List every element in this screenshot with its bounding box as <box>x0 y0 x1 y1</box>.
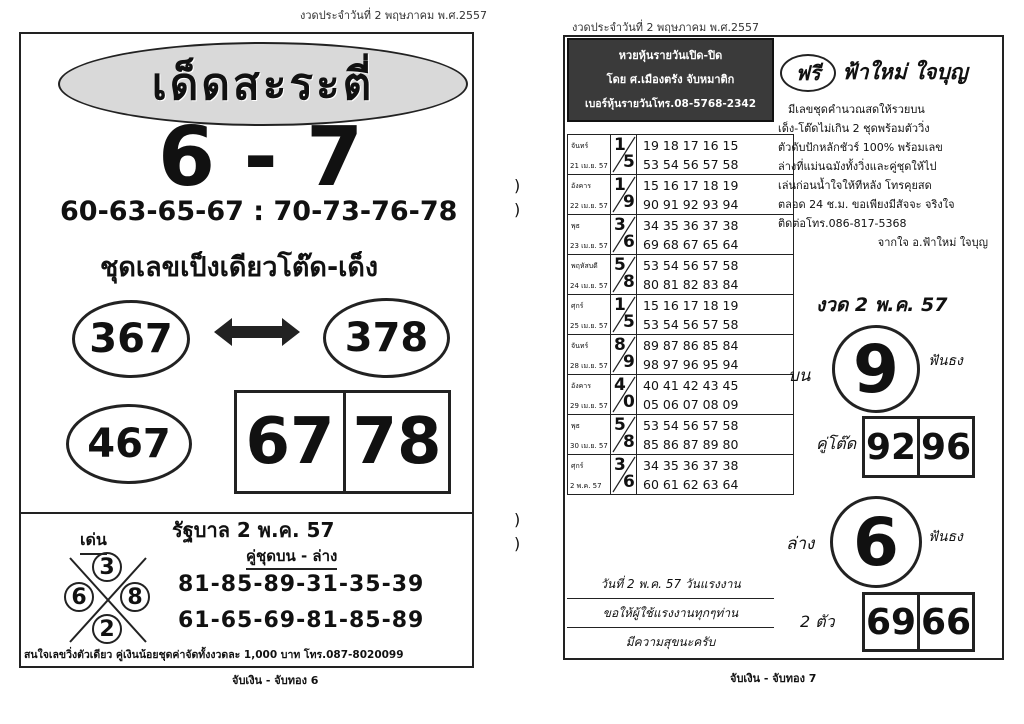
table-row <box>568 375 794 415</box>
pair-digit-2: 9 <box>623 192 635 212</box>
two-box-b <box>917 592 975 652</box>
pair-cell <box>611 175 637 215</box>
box-78 <box>343 390 451 494</box>
table-row <box>568 415 794 455</box>
numbers-cell <box>637 335 794 375</box>
table-row <box>568 215 794 255</box>
numbers-row-1: 34 35 36 37 38 <box>643 457 739 473</box>
table-footer <box>567 570 774 656</box>
draw-date: งวด 2 พ.ค. 57 <box>816 294 948 316</box>
pair-cell <box>611 455 637 495</box>
pair-box-b <box>917 416 975 478</box>
digit-left: 6 <box>64 582 94 612</box>
author-title: ฟ้าใหม่ ใจบุญ <box>842 60 968 84</box>
numbers-row-2: 80 81 82 83 84 <box>643 276 739 292</box>
runs-line: 60-63-65-67 : 70-73-76-78 <box>60 196 458 227</box>
day-date: 30 เม.ย. 57 <box>570 442 608 450</box>
numbers-row-1: 15 16 17 18 19 <box>643 177 739 193</box>
pair-digit-1: 1 <box>614 295 626 315</box>
day-cell <box>568 455 611 495</box>
number-b: 378 <box>344 315 429 361</box>
box-78-text: 78 <box>352 405 442 479</box>
numbers-row-1: 89 87 86 85 84 <box>643 337 739 353</box>
numbers-row-2: 85 86 87 89 80 <box>643 436 739 452</box>
table-row <box>568 455 794 495</box>
pair-digit-2: 9 <box>623 352 635 372</box>
numbers-cell <box>637 135 794 175</box>
pair-digit-1: 8 <box>614 335 626 355</box>
banner-line-3: เบอร์หุ้นรายวันโทร.08-5768-2342 <box>584 98 757 110</box>
pair-digit-2: 6 <box>623 472 635 492</box>
day-name: พุธ <box>571 422 580 430</box>
numbers-row-2: 05 06 07 08 09 <box>643 396 739 412</box>
numbers-row-2: 69 68 67 65 64 <box>643 236 739 252</box>
day-cell <box>568 215 611 255</box>
day-name: ศุกร์ <box>571 302 584 310</box>
two-box-a <box>862 592 920 652</box>
double-arrow-icon <box>212 314 302 354</box>
pair-cell <box>611 415 637 455</box>
day-name: จันทร์ <box>571 342 589 350</box>
main-pair: 6 - 7 <box>158 110 364 205</box>
day-date: 29 เม.ย. 57 <box>570 402 608 410</box>
pairs-line-1: 81-85-89-31-35-39 <box>178 572 425 597</box>
pair-cell <box>611 335 637 375</box>
numbers-row-1: 34 35 36 37 38 <box>643 217 739 233</box>
banner-box <box>567 38 774 122</box>
bottom-digit: 6 <box>853 503 899 581</box>
right-page-header: งวดประจำวันที่ 2 พฤษภาคม พ.ศ.2557 <box>572 21 759 34</box>
pair-cell <box>611 295 637 335</box>
day-cell <box>568 255 611 295</box>
number-ellipse-b <box>323 298 450 378</box>
govt-draw-title: รัฐบาล 2 พ.ค. 57 <box>172 518 335 542</box>
table-footer-line-1: วันที่ 2 พ.ค. 57 วันแรงงาน <box>567 570 774 599</box>
pair-b: 96 <box>920 426 972 468</box>
desc-line-2: เด็ง-โต๊ดไม่เกิน 2 ชุดพร้อมตัววิ่ง <box>778 122 930 135</box>
pair-digit-1: 3 <box>614 455 626 475</box>
numbers-cell <box>637 255 794 295</box>
pair-digit-1: 1 <box>614 135 626 155</box>
day-date: 21 เม.ย. 57 <box>570 162 608 170</box>
day-name: จันทร์ <box>571 142 589 150</box>
banner-line-2: โดย ศ.เมืองตรัง จับหมาติก <box>606 73 735 86</box>
numbers-row-2: 60 61 62 63 64 <box>643 476 739 492</box>
numbers-row-1: 19 18 17 16 15 <box>643 137 739 153</box>
binding-mark: ) <box>514 534 521 553</box>
desc-line-7: ติดต่อโทร.086-817-5368 <box>778 217 907 230</box>
right-page-footer: จับเงิน - จับทอง 7 <box>730 672 817 685</box>
numbers-cell <box>637 215 794 255</box>
top-digit-circle <box>832 325 920 413</box>
subtitle: ชุดเลขเป็งเดียวโต๊ด-เด็ง <box>100 252 379 283</box>
day-date: 28 เม.ย. 57 <box>570 362 608 370</box>
numbers-row-1: 40 41 42 43 45 <box>643 377 739 393</box>
bottom-digit-circle <box>830 496 922 588</box>
pair-digit-2: 5 <box>623 152 635 172</box>
day-cell <box>568 375 611 415</box>
pair-box-a <box>862 416 920 478</box>
day-name: อังคาร <box>571 182 591 190</box>
footer-note: สนใจเลขวิ่งตัวเดียว คู่เงินน้อยชุดค่าจัดทั้งงวดละ 1,000 บาท โทร.087-8020099 <box>24 649 404 661</box>
digit-top: 3 <box>92 552 122 582</box>
pair-digit-2: 0 <box>623 392 635 412</box>
binding-mark: ) <box>514 176 521 195</box>
numbers-row-2: 53 54 56 57 58 <box>643 316 739 332</box>
pair-digit-1: 5 <box>614 415 626 435</box>
desc-line-4: ล่างที่แม่นฉมังทั้งวิ่งและคู่ชุดให้ไป <box>778 160 937 173</box>
digit-right: 8 <box>120 582 150 612</box>
day-name: พฤหัสบดี <box>571 262 598 270</box>
description <box>778 100 1000 252</box>
table-row <box>568 255 794 295</box>
desc-line-5: เล่นก่อนน้ำใจให้ทีหลัง โทรคุยสด <box>778 179 932 192</box>
pair-digit-2: 8 <box>623 272 635 292</box>
numbers-cell <box>637 415 794 455</box>
day-date: 2 พ.ค. 57 <box>570 482 602 490</box>
table-row <box>568 175 794 215</box>
free-badge: ฟรี <box>780 54 836 92</box>
numbers-cell <box>637 455 794 495</box>
box-67-text: 67 <box>245 405 335 479</box>
numbers-cell <box>637 375 794 415</box>
signature: จากใจ อ.ฟ้าใหม่ ใจบุญ <box>877 236 988 249</box>
pair-digit-1: 4 <box>614 375 626 395</box>
pair-digit-1: 5 <box>614 255 626 275</box>
day-cell <box>568 295 611 335</box>
table-footer-line-3: มีความสุขนะครับ <box>625 635 716 649</box>
title-text: เด็ดสะระตี่ <box>151 59 375 110</box>
day-date: 25 เม.ย. 57 <box>570 322 608 330</box>
pair-digit-2: 6 <box>623 232 635 252</box>
day-cell <box>568 335 611 375</box>
day-date: 23 เม.ย. 57 <box>570 242 608 250</box>
binding-mark: ) <box>514 510 521 529</box>
number-c: 467 <box>87 421 171 467</box>
two-a: 69 <box>865 601 917 643</box>
pair-digit-1: 3 <box>614 215 626 235</box>
top-label: บน <box>788 366 811 386</box>
number-a: 367 <box>89 316 173 362</box>
digit-cluster <box>64 552 152 648</box>
pairs-line-2: 61-65-69-81-85-89 <box>178 608 425 633</box>
number-ellipse-a <box>72 300 190 378</box>
pair-label: คู่โต๊ด <box>816 434 857 453</box>
pair-cell <box>611 375 637 415</box>
table-row <box>568 295 794 335</box>
day-name: อังคาร <box>571 382 591 390</box>
numbers-row-2: 53 54 56 57 58 <box>643 156 739 172</box>
table-footer-line-2: ขอให้ผู้ใช้แรงงานทุกๆท่าน <box>567 599 774 628</box>
day-date: 22 เม.ย. 57 <box>570 202 608 210</box>
table-row <box>568 335 794 375</box>
numbers-row-1: 53 54 56 57 58 <box>643 257 739 273</box>
two-b: 66 <box>920 601 972 643</box>
banner-line-1: หวยหุ้นรายวันเปิด-ปิด <box>618 49 723 62</box>
digit-bottom: 2 <box>92 614 122 644</box>
numbers-cell <box>637 175 794 215</box>
pair-cell <box>611 255 637 295</box>
box-67 <box>234 390 346 494</box>
table-row <box>568 135 794 175</box>
bottom-label: ล่าง <box>786 534 815 554</box>
desc-line-3: ตัวดับปักหลักชัวร์ 100% พร้อมเลข <box>778 141 943 154</box>
top-digit: 9 <box>853 330 899 408</box>
numbers-cell <box>637 295 794 335</box>
two-label: 2 ตัว <box>800 612 835 631</box>
pair-digit-2: 5 <box>623 312 635 332</box>
pair-cell <box>611 215 637 255</box>
left-page-footer: จับเงิน - จับทอง 6 <box>232 674 319 687</box>
den-label: เด่น <box>80 528 107 555</box>
pair-digit-2: 8 <box>623 432 635 452</box>
number-ellipse-c <box>66 404 192 484</box>
day-cell <box>568 175 611 215</box>
numbers-row-1: 53 54 56 57 58 <box>643 417 739 433</box>
pair-cell <box>611 135 637 175</box>
pair-a: 92 <box>865 426 917 468</box>
numbers-row-2: 98 97 96 95 94 <box>643 356 739 372</box>
day-cell <box>568 135 611 175</box>
results-table <box>567 134 794 495</box>
day-cell <box>568 415 611 455</box>
numbers-row-1: 15 16 17 18 19 <box>643 297 739 313</box>
desc-line-6: ตลอด 24 ช.ม. ขอเพียงมีสัจจะ จริงใจ <box>778 198 955 211</box>
day-name: พุธ <box>571 222 580 230</box>
binding-mark: ) <box>514 200 521 219</box>
pair-digit-1: 1 <box>614 175 626 195</box>
numbers-row-2: 90 91 92 93 94 <box>643 196 739 212</box>
pairs-label: คู่ชุดบน - ล่าง <box>246 544 337 570</box>
top-suffix: ฟันธง <box>928 353 963 369</box>
day-date: 24 เม.ย. 57 <box>570 282 608 290</box>
desc-line-1: มีเลขชุดคำนวณสดให้รวยบน <box>788 103 925 116</box>
bottom-suffix: ฟันธง <box>928 529 963 545</box>
day-name: ศุกร์ <box>571 462 584 470</box>
left-page-header: งวดประจำวันที่ 2 พฤษภาคม พ.ศ.2557 <box>300 9 487 22</box>
